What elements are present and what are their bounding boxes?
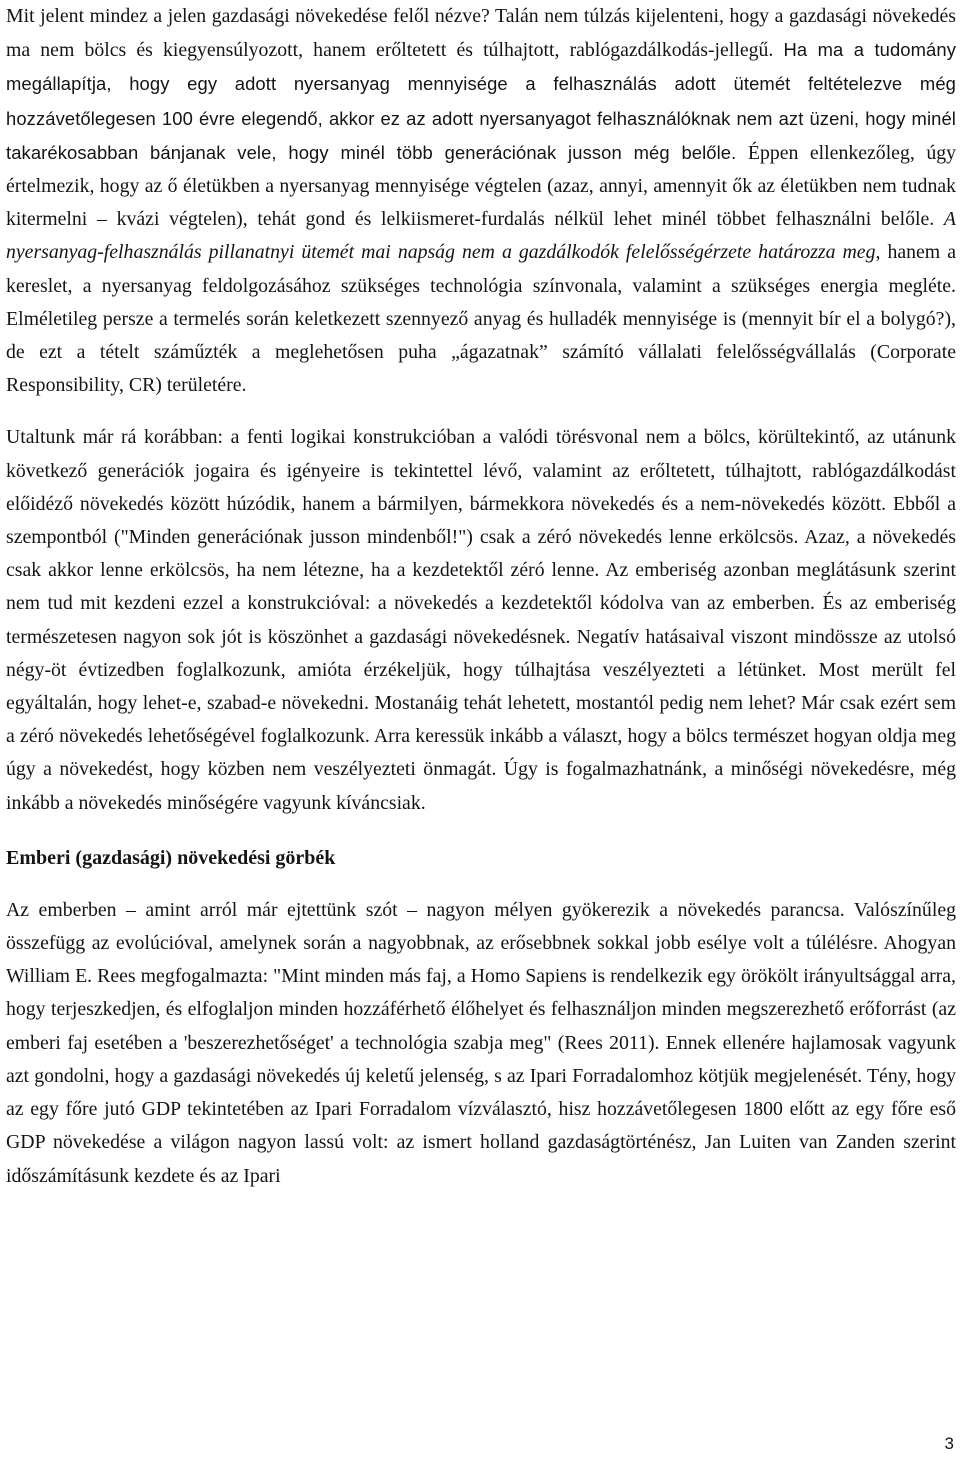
section-heading: Emberi (gazdasági) növekedési görbék <box>6 846 336 869</box>
paragraph-1-italic-sentence: A nyersanyag-felhasználás pillanatnyi ütemét mai napság nem a gazdálkodók felelősségérzete határozza meg <box>6 208 956 264</box>
paragraph-3: Az emberben – amint arról már ejtettünk szót – nagyon mélyen gyökerezik a növekedés parancsa. Valószínűleg összefügg az evolúcióval, amelynek során a nagyobbnak, az erősebbnek sokkal jobb esélye volt a túlélésre. Ahogyan William E. Rees megfogalmazta: "Mint minden más faj, a Homo Sapiens is rendelkezik egy örökölt irányultsággal arra, hogy terjeszkedjen, és elfoglaljon minden hozzáférhető élőhelyet és felhasználjon minden megszerezhető erőforrást (az emberi faj esetében a 'beszerezhetőséget' a technológia szabja meg" (Rees 2011). Ennek ellenére hajlamosak vagyunk azt gondolni, hogy a gazdasági növekedés új keletű jelenség, s az Ipari Forradalomhoz kötjük megjelenését. Tény, hogy az egy főre jutó GDP tekintetében az Ipari Forradalom vízválasztó, hisz hozzávetőlegesen 1800 előtt az egy főre eső GDP növekedése a világon nagyon lassú volt: az ismert holland gazdaságtörténész, Jan Luiten van Zanden szerint időszámításunk kezdete és az Ipari <box>6 898 956 1187</box>
paragraph-1-opening: Mit jelent mindez a jelen gazdasági növekedése felől nézve? Talán nem túlzás kijelenteni, hogy a gazdasági növekedés ma nem bölcs és kiegyensúlyozott, hanem erőltetett és túlhajtott, rablógazdálkodás-jellegű. <box>6 5 956 62</box>
paragraph-1 <box>6 0 956 402</box>
paragraph-1-continuation: Éppen ellenkezőleg, úgy értelmezik, hogy az ő életükben a nyersanyag mennyisége végtelen (azaz, annyi, amennyit ők az életükben nem tudnak kitermelni – kvázi végtelen), tehát gond és lelkiismeret-furdalás nélkül lehet minél többet felhasználni belőle. <box>6 141 956 231</box>
page-number: 3 <box>944 1434 954 1453</box>
paragraph-1-closing: , hanem a kereslet, a nyersanyag feldolgozásához szükséges technológia színvonala, valamint a szükséges energia megléte. Elméletileg persze a termelés során keletkezett szennyező anyag és hulladék mennyisége is (mennyit bír el a bolygó?), de ezt a tételt száműzték a meglehetősen puha „ágazatnak” számító vállalati felelősségvállalás (Corporate Responsibility, CR) területére. <box>6 241 956 397</box>
document-page <box>6 0 956 1193</box>
paragraph-2: Utaltunk már rá korábban: a fenti logikai konstrukcióban a valódi törésvonal nem a bölcs, körültekintő, az utánunk következő generációk jogaira és igényeire is tekintettel lévő, valamint az erőltetett, túlhajtott, rablógazdálkodást előidéző növekedés között húzódik, hanem a bármilyen, bármekkora növekedés és a nem-növekedés között. Ebből a szempontból ("Minden generációnak jusson mindenből!") csak a zéró növekedés lenne erkölcsös. Azaz, a növekedés csak akkor lenne erkölcsös, ha nem létezne, ha a kezdetektől zéró lenne. Az emberiség azonban meglátásunk szerint nem tud mit kezdeni ezzel a konstrukcióval: a növekedés a kezdetektől kódolva van az emberben. És az emberiség természetesen nagyon sok jót is köszönhet a gazdasági növekedésnek. Negatív hatásaival viszont mindössze az utolsó négy-öt évtizedben foglalkozunk, amióta érzékeljük, hogy túlhajtása veszélyezteti a létünket. Most merült fel egyáltalán, hogy lehet-e, szabad-e növekedni. Mostanáig tehát lehetett, mostantól pedig nem lehet? Már csak ezért sem a zéró növekedés lehetőségével foglalkozunk. Arra keressük inkább a választ, hogy a bölcs természet hogyan oldja meg úgy a növekedést, hogy közben nem veszélyezteti önmagát. Úgy is fogalmazhatnánk, a minőségi növekedésre, még inkább a növekedés minőségére vagyunk kíváncsiak. <box>6 426 956 814</box>
paragraph-1-sans-sentence: Ha ma a tudomány megállapítja, hogy egy adott nyersanyag mennyisége a felhasználás adott ütemét feltételezve még hozzávetőlegesen 100 évre elegendő, akkor ez az adott nyersanyagot felhasználóknak nem azt üzeni, hogy minél takarékosabban bánjanak vele, hogy minél több generációnak jusson még belőle. <box>6 39 957 163</box>
